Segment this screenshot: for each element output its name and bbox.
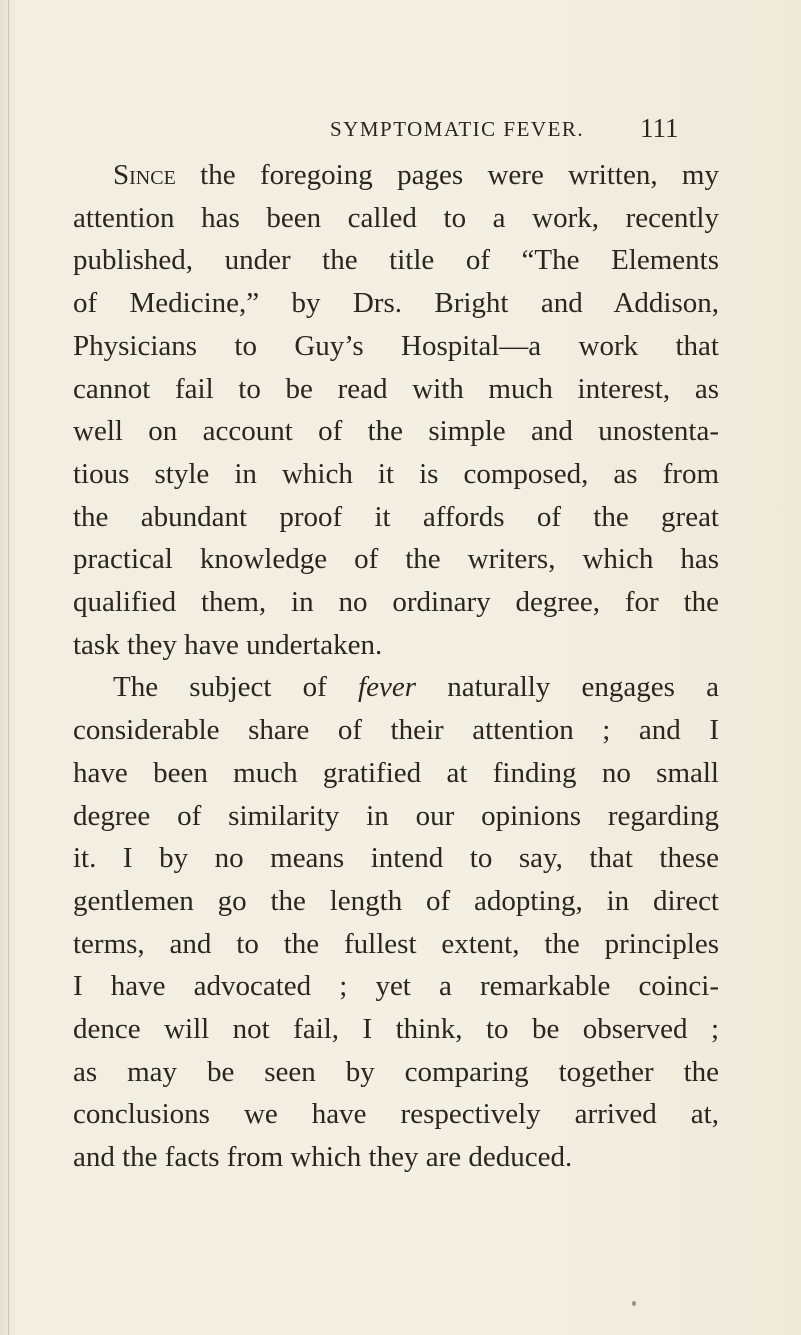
text-line: considerable share of their attention ; and I [73,714,719,747]
text-line: Physicians to Guy’s Hospital—a work that [73,329,719,362]
text-line: qualified them, in no ordinary degree, for the [73,586,719,619]
page-number: 111 [640,113,679,143]
paragraph-2 [73,666,719,1178]
text-line: well on account of the simple and unostenta- [73,415,719,448]
text-line: dence will not fail, I think, to be observed ; [73,1013,719,1046]
body-text [73,154,719,1179]
text-line: of Medicine,” by Drs. Bright and Addison, [73,287,719,320]
text-line: The subject of fever naturally engages a [113,671,720,704]
page-gutter-edge [8,0,9,1335]
text-line: practical knowledge of the writers, which has [73,543,719,576]
text-line: have been much gratified at finding no small [73,756,719,789]
text-line: Since the foregoing pages were written, my [113,159,719,191]
text-line: as may be seen by comparing together the [73,1055,719,1088]
text-line: terms, and to the fullest extent, the principles [73,927,719,960]
text-line: published, under the title of “The Elements [73,244,719,277]
italic-term: fever [358,671,417,704]
page-header [0,113,801,147]
text-line: degree of similarity in our opinions regarding [73,799,719,832]
text-line: tious style in which it is composed, as from [73,457,719,490]
small-caps-lead: Since [113,159,176,191]
running-head: SYMPTOMATIC FEVER. [330,117,585,141]
text-line: I have advocated ; yet a remarkable coinci- [73,970,719,1003]
text-line: gentlemen go the length of adopting, in direct [73,884,719,917]
text-line: and the facts from which they are deduced. [73,1141,573,1174]
ink-speck [632,1301,636,1306]
text-line: the abundant proof it affords of the great [73,500,719,533]
text-line: it. I by no means intend to say, that these [73,842,719,875]
text-line: conclusions we have respectively arrived at, [73,1098,719,1131]
paragraph-1 [73,154,719,666]
text-line: attention has been called to a work, recently [73,201,719,234]
text-line: task they have undertaken. [73,628,383,661]
text-line: cannot fail to be read with much interest, as [73,372,719,405]
